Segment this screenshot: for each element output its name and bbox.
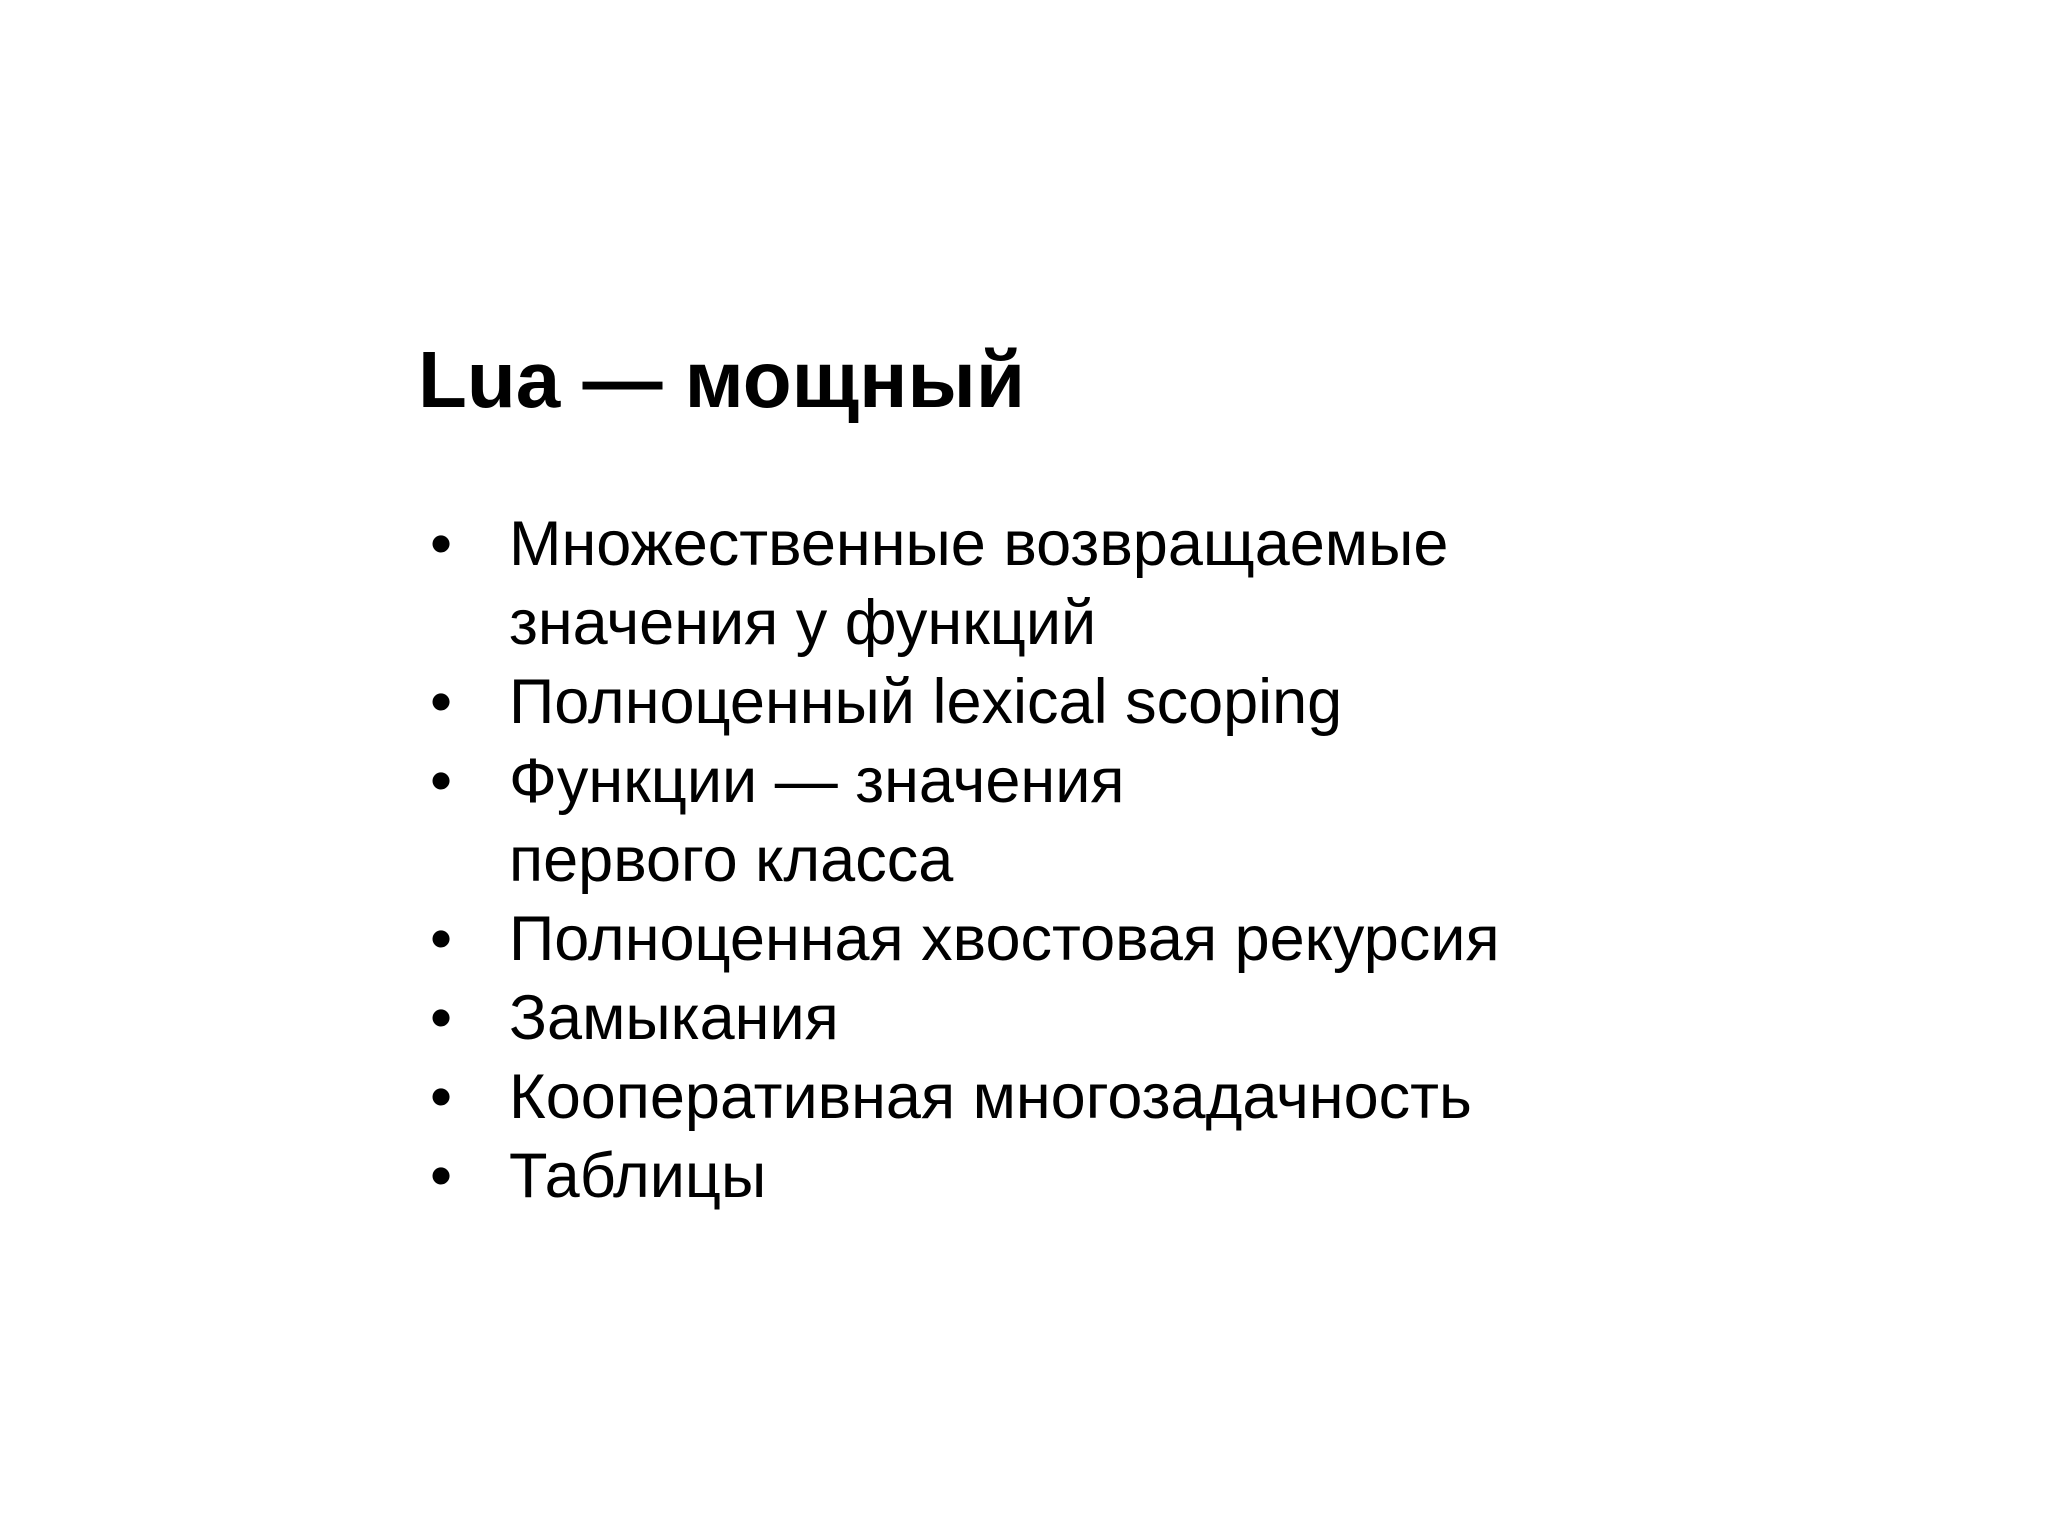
bullet-text-line: Таблицы <box>509 1141 767 1211</box>
list-item <box>430 979 1500 1058</box>
bullet-text-line: Замыкания <box>509 983 839 1053</box>
list-item <box>430 900 1500 979</box>
bullet-marker: • <box>430 983 453 1053</box>
slide-title: Lua — мощный <box>418 335 1025 424</box>
bullet-marker: • <box>430 746 453 816</box>
list-item <box>430 1058 1500 1137</box>
bullet-marker: • <box>430 904 453 974</box>
bullet-text-line: значения у функций <box>509 588 1097 658</box>
list-item <box>430 505 1500 663</box>
bullet-text-line: Полноценный lexical scoping <box>509 667 1343 737</box>
list-item <box>430 1137 1500 1216</box>
bullet-marker: • <box>430 1062 453 1132</box>
list-item <box>430 742 1500 900</box>
bullet-text-line: первого класса <box>509 825 954 895</box>
bullet-text-line: Кооперативная многозадачность <box>509 1062 1472 1132</box>
list-item <box>430 663 1500 742</box>
bullet-text-line: Множественные возвращаемые <box>509 509 1449 579</box>
bullet-marker: • <box>430 1141 453 1211</box>
bullet-marker: • <box>430 509 453 579</box>
bullet-text-line: Полноценная хвостовая рекурсия <box>509 904 1500 974</box>
bullet-text-line: Функции — значения <box>509 746 1125 816</box>
bullet-marker: • <box>430 667 453 737</box>
bullet-list <box>430 505 1500 1216</box>
